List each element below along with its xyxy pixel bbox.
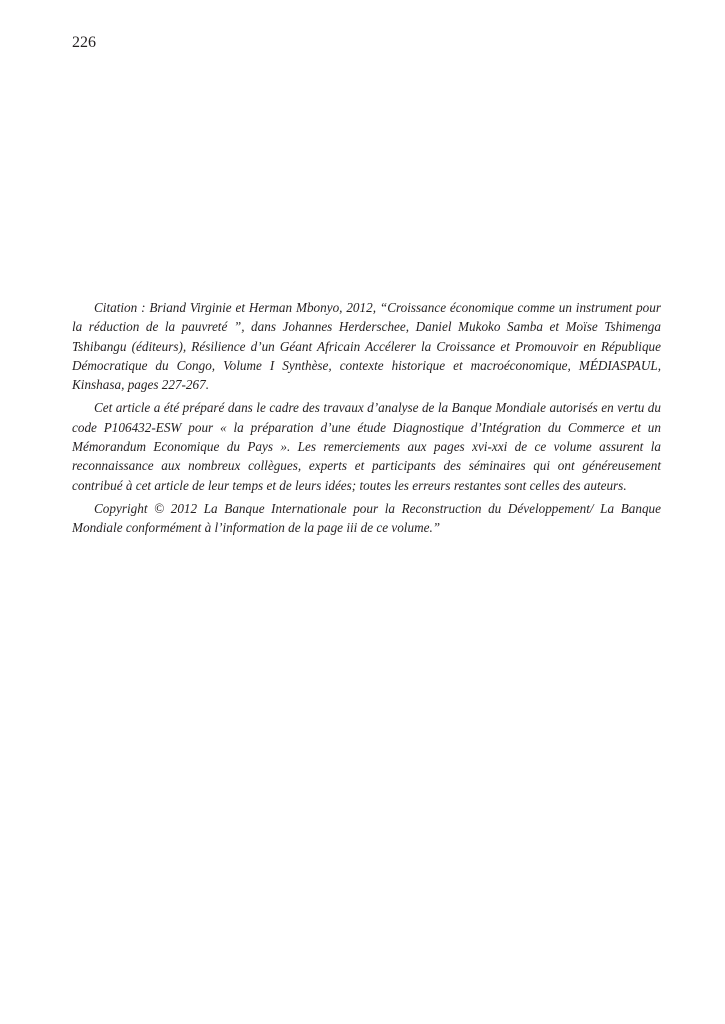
page-number: 226 bbox=[72, 34, 96, 51]
acknowledgement-paragraph: Cet article a été préparé dans le cadre des travaux d’analyse de la Banque Mondiale autorisés en vertu du code P106432-ESW pour « la préparation d’une étude Diagnostique d’Intégration du Commerce et un Mémorandum Economique du Pays ». Les remerciements aux pages xvi-xxi de ce volume assurent la reconnaissance aux nombreux collègues, experts et participants des séminaires qui ont généreusement contribué à cet article de leur temps et de leurs idées; toutes les erreurs restantes sont celles des auteurs. bbox=[72, 400, 661, 493]
citation-notice bbox=[72, 298, 661, 542]
citation-paragraph: Citation : Briand Virginie et Herman Mbonyo, 2012, “Croissance économique comme un instrument pour la réduction de la pauvreté ”, dans Johannes Herderschee, Daniel Mukoko Samba et Moïse Tshimenga Tshibangu (éditeurs), Résilience d’un Géant Africain Accélerer la Croissance et Promouvoir en République Démocratique du Congo, Volume I Synthèse, contexte historique et macroéconomique, MÉDIASPAUL, Kinshasa, pages 227-267. bbox=[72, 300, 661, 393]
copyright-paragraph: Copyright © 2012 La Banque Internationale pour la Reconstruction du Développement/ La Banque Mondiale conformément à l’information de la page iii de ce volume.” bbox=[72, 500, 661, 536]
